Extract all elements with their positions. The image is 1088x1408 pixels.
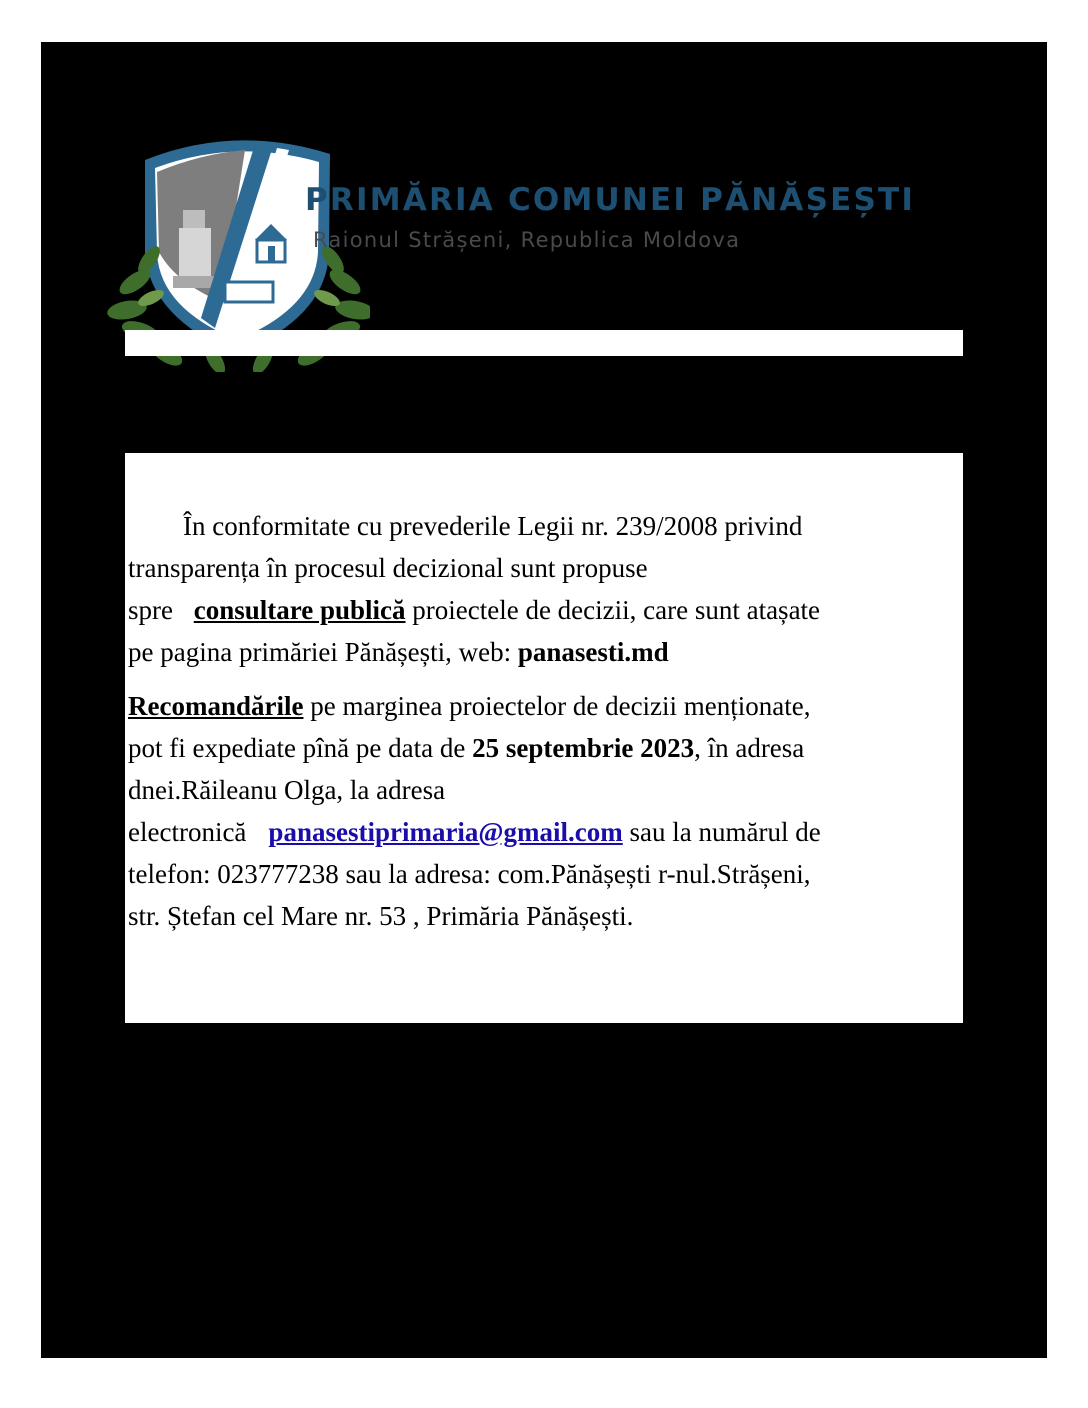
consultare-publica: consultare publică	[193, 595, 406, 625]
email-link[interactable]: panasestiprimaria@gmail.com	[268, 817, 623, 847]
website-link[interactable]: panasesti.md	[517, 637, 669, 667]
p2-line-4-pre: electronică	[128, 817, 247, 847]
p2-line-2-pre: pot fi expediate pînă pe data de	[128, 733, 473, 763]
p1-line-2: transparența în procesul decizional sunt propuse	[128, 553, 648, 583]
p2-line-4-post: sau la numărul de	[622, 817, 821, 847]
notice-box	[125, 453, 963, 1023]
document-page	[41, 42, 1047, 1358]
recomandarile-label: Recomandările	[128, 691, 304, 721]
p1-line-1: În conformitate cu prevederile Legii nr. 239/2008 privind	[183, 511, 803, 541]
p2-line-5: telefon: 023777238 sau la adresa: com.Pănășești r-nul.Strășeni,	[128, 859, 811, 889]
p2-line-2-post: , în adresa	[694, 733, 805, 763]
p2-line-1-post: pe marginea proiectelor de decizii menționate,	[303, 691, 811, 721]
p1-line-4-pre: pe pagina primăriei Pănășești, web:	[128, 637, 518, 667]
p1-line-3-pre: spre	[128, 595, 173, 625]
p2-line-3: dnei.Răileanu Olga, la adresa	[128, 775, 446, 805]
p1-line-3-post: proiectele de decizii, care sunt atașate	[412, 595, 821, 625]
notice-paragraph-1	[128, 505, 957, 673]
p2-line-6: str. Ștefan cel Mare nr. 53 , Primăria Pănășești.	[128, 901, 634, 931]
header-divider-strip	[125, 330, 963, 356]
header-subtitle: Raionul Strășeni, Republica Moldova	[313, 228, 741, 252]
header-title: PRIMĂRIA COMUNEI PĂNĂȘEȘTI	[305, 182, 916, 218]
deadline-date: 25 septembrie 2023	[472, 733, 695, 763]
notice-paragraph-2	[128, 685, 957, 937]
